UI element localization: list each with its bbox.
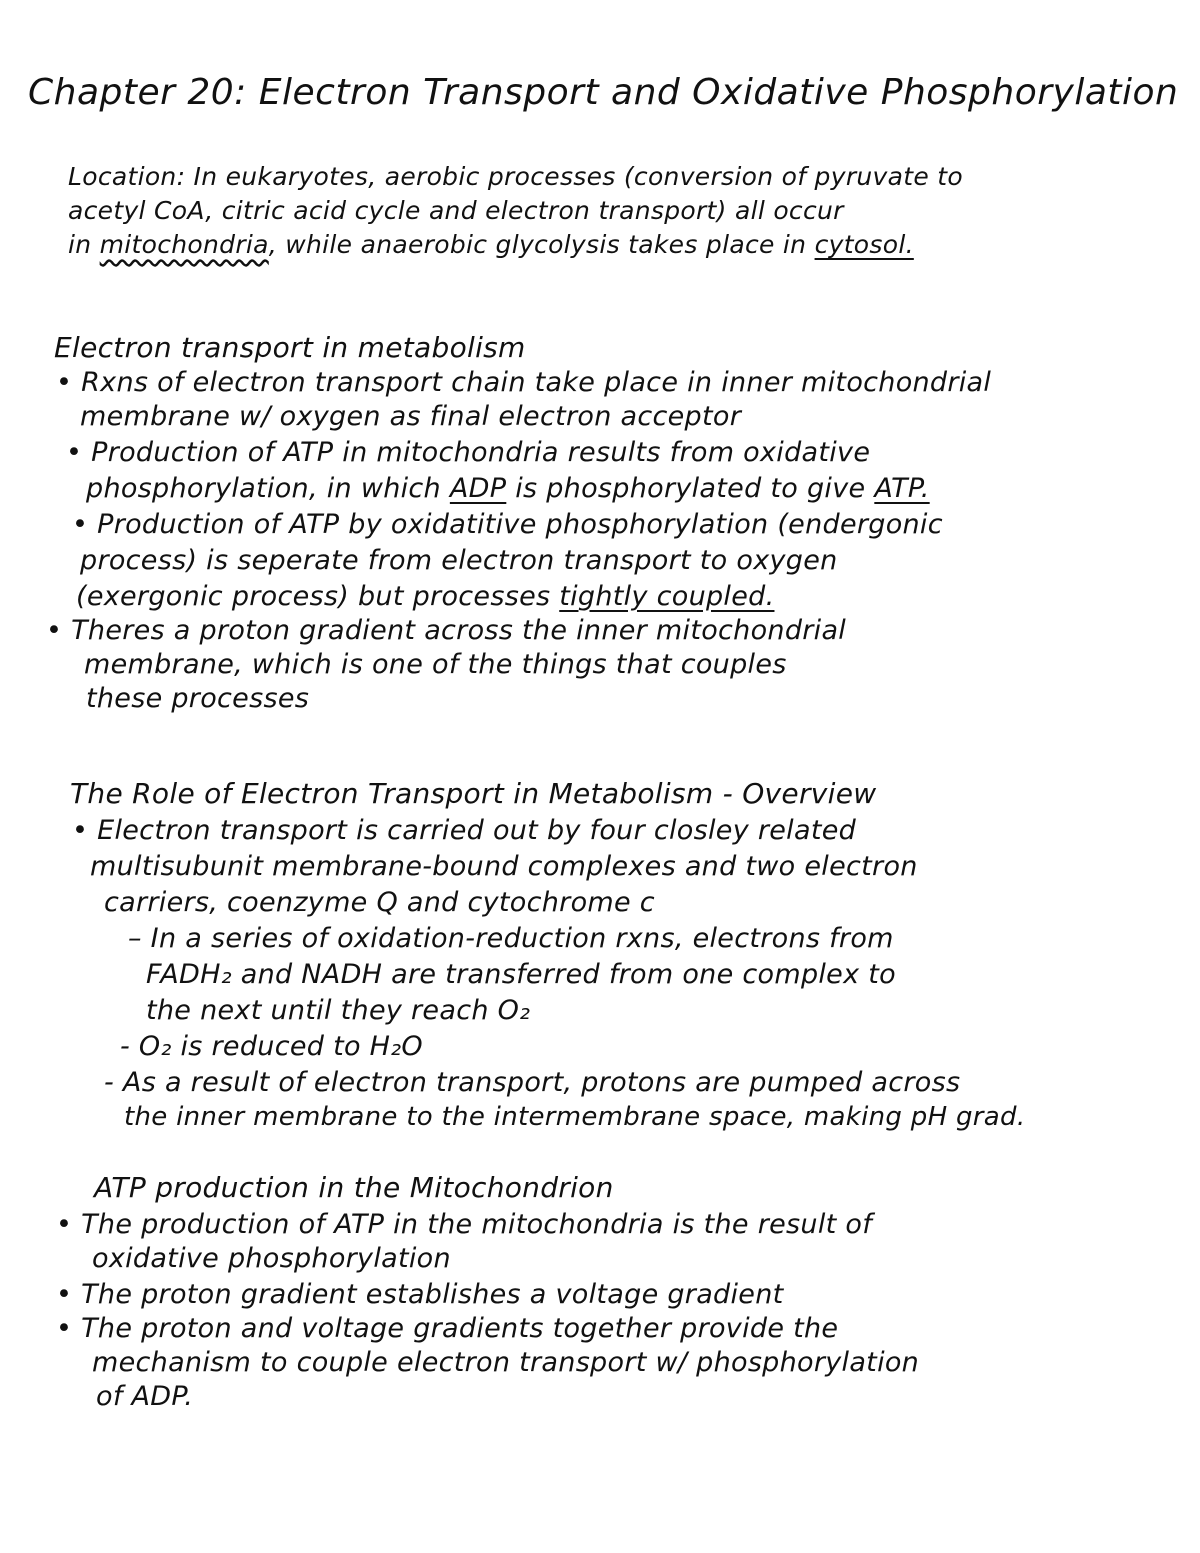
section-1-line-3: • Production of ATP in mitochondria results from oxidative <box>66 437 871 468</box>
section-2-line-7: - O₂ is reduced to H₂O <box>120 1031 423 1062</box>
section-3-line-2: oxidative phosphorylation <box>92 1243 451 1274</box>
section-1-line-6: process) is seperate from electron transport to oxygen <box>80 545 838 576</box>
section-3-line-6: of ADP. <box>96 1381 194 1412</box>
location-line-3-middle: , while anaerobic glycolysis takes place in <box>268 230 815 259</box>
adp-line-middle: is phosphorylated to give <box>506 473 875 504</box>
term-mitochondria: mitochondria <box>99 230 269 259</box>
section-2-line-6: the next until they reach O₂ <box>146 995 531 1026</box>
adp-line-before: phosphorylation, in which <box>86 473 450 504</box>
section-1-line-8: • Theres a proton gradient across the inner mitochondrial <box>46 615 847 646</box>
section-1-line-7 <box>76 580 774 614</box>
section-2-line-5: FADH₂ and NADH are transferred from one complex to <box>146 959 896 990</box>
section-1-line-1: • Rxns of electron transport chain take place in inner mitochondrial <box>56 367 992 398</box>
section-1-line-5: • Production of ATP by oxidatitive phosphorylation (endergonic <box>72 509 943 540</box>
section-2-line-1: • Electron transport is carried out by four closley related <box>72 815 857 846</box>
section-2-line-2: multisubunit membrane-bound complexes and two electron <box>90 851 918 882</box>
section-1-line-9: membrane, which is one of the things that couples <box>84 649 787 680</box>
coupled-line-before: (exergonic process) but processes <box>76 581 560 612</box>
page-title: Chapter 20: Electron Transport and Oxidative Phosphorylation <box>28 72 1179 113</box>
section-1-heading: Electron transport in metabolism <box>54 331 526 364</box>
section-1-line-2: membrane w/ oxygen as final electron acceptor <box>80 401 742 432</box>
section-3-line-1: • The production of ATP in the mitochondria is the result of <box>56 1209 873 1240</box>
section-2-line-8: - As a result of electron transport, protons are pumped across <box>104 1067 961 1098</box>
section-3-line-5: mechanism to couple electron transport w/ phosphorylation <box>92 1347 920 1378</box>
section-3-line-4: • The proton and voltage gradients together provide the <box>56 1313 839 1344</box>
section-3-line-3: • The proton gradient establishes a voltage gradient <box>56 1279 784 1310</box>
term-tightly-coupled: tightly coupled. <box>559 581 775 612</box>
section-2-line-4: – In a series of oxidation-reduction rxns, electrons from <box>128 923 894 954</box>
location-line-1: Location: In eukaryotes, aerobic processes (conversion of pyruvate to <box>68 162 963 191</box>
term-atp: ATP. <box>874 473 930 504</box>
location-line-3-before: in <box>68 230 100 259</box>
section-2-heading: The Role of Electron Transport in Metabolism - Overview <box>70 777 877 810</box>
location-line-2: acetyl CoA, citric acid cycle and electron transport) all occur <box>68 196 844 225</box>
section-2-line-3: carriers, coenzyme Q and cytochrome c <box>104 887 655 918</box>
term-cytosol: cytosol. <box>814 230 914 259</box>
section-1-line-10: these processes <box>86 683 310 714</box>
section-1-line-4 <box>86 472 930 506</box>
location-line-3 <box>68 228 914 261</box>
term-adp: ADP <box>449 473 507 504</box>
section-2-line-9: the inner membrane to the intermembrane space, making pH grad. <box>124 1102 1026 1132</box>
section-3-heading: ATP production in the Mitochondrion <box>94 1171 614 1204</box>
